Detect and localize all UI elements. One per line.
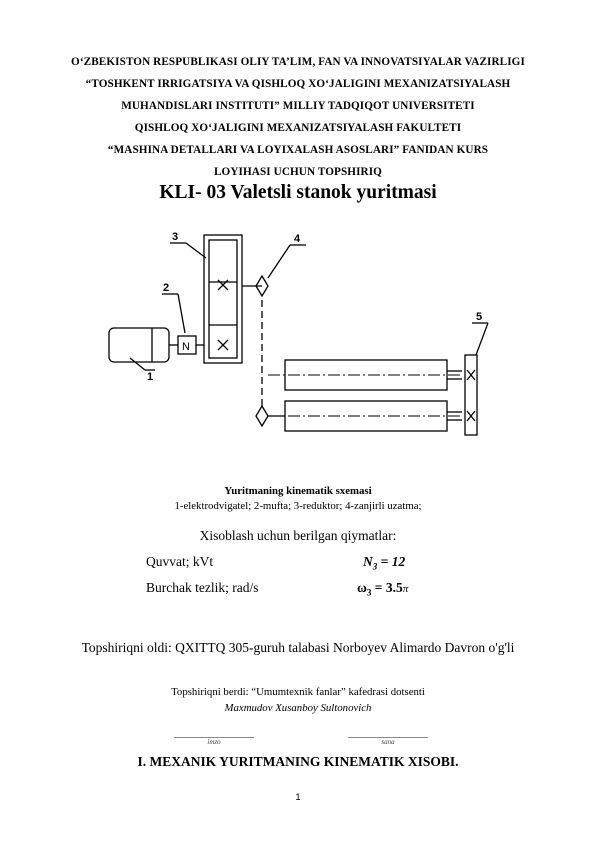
gear-pair [465,355,477,435]
scheme-caption-legend: 1-elektrodvigatel; 2-mufta; 3-reduktor; 4-zanjirli uzatma; [174,500,422,512]
label-motor: 1 [147,371,154,383]
label-chain-drive: 4 [294,233,301,245]
assigner-line: Topshiriqni berdi: “Umumtexnik fanlar” kafedrasi dotsenti [171,686,425,698]
power-value: $N_3 = 12$ [363,554,406,572]
section-heading: I. MEXANIK YURITMANING KINEMATIK XISOBI. [137,754,459,769]
scheme-caption-title: Yuritmaning kinematik sxemasi [224,485,372,497]
signature-label: imzo [207,738,221,746]
header-institute-line2: MUHANDISLARI INSTITUTI” MILLIY TADQIQOT UNIVERSITETI [121,100,475,112]
assignee-line: Topshiriqni oldi: QXITTQ 305-guruh talabasi Norboyev Alimardo Davron o'g'li [81,640,515,655]
reducer-housing [204,235,242,363]
label-gear-pair: 5 [476,311,483,323]
speed-label: Burchak tezlik; rad/s [146,580,259,595]
given-values-title: Xisoblash uchun berilgan qiymatlar: [199,528,397,543]
power-label: Quvvat; kVt [146,554,214,569]
motor-body [109,328,169,362]
chain-sprocket-driven [256,406,268,426]
header-assignment: LOYIHASI UCHUN TOPSHIRIQ [214,166,382,178]
speed-value: $\omega_3 = 3.5\pi$ [357,580,409,598]
header-faculty: QISHLOQ XO‘JALIGINI MEXANIZATSIYALASH FAKULTETI [134,122,462,134]
page-number: 1 [295,792,301,803]
kinematic-scheme-diagram [0,220,596,470]
date-label: sana [381,738,395,746]
header-institute-line1: “TOSHKENT IRRIGATSIYA VA QISHLOQ XO‘JALIGINI MEXANIZATSIYALASH [85,78,511,90]
header-ministry: O‘ZBEKISTON RESPUBLIKASI OLIY TA’LIM, FAN VA INNOVATSIYALAR VAZIRLIGI [71,56,525,68]
header-subject: “MASHINA DETALLARI VA LOYIXALASH ASOSLARI” FANIDAN KURS [107,144,489,156]
label-reducer: 3 [172,231,179,243]
page-title: KLI- 03 Valetsli stanok yuritmasi [159,182,437,203]
svg-text:N: N [182,341,190,353]
label-coupling: 2 [163,282,170,294]
assigner-name: Maxmudov Xusanboy Sultonovich [224,702,372,714]
